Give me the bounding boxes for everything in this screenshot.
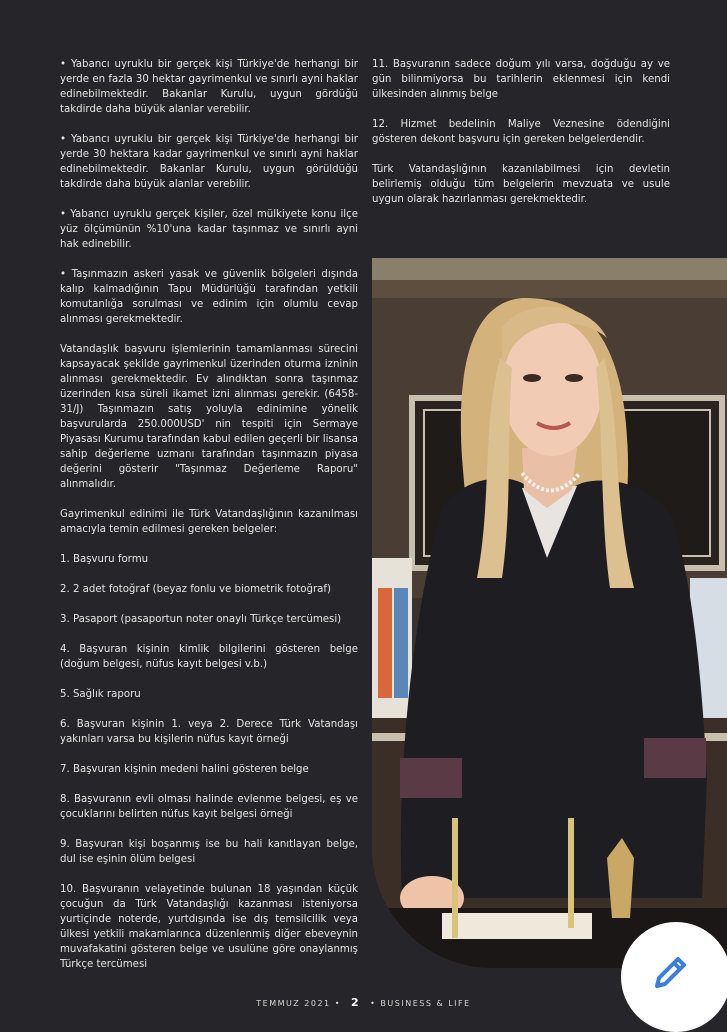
list-item: 6. Başvuran kişinin 1. veya 2. Derece Türk Vatandaşı yakınları varsa bu kişilerin nüfus kayıt örneği [60, 719, 358, 745]
paragraph: Gayrimenkul edinimi ile Türk Vatandaşlığının kazanılması amacıyla temin edilmesi gereken belgeler: [60, 509, 358, 535]
list-item: 7. Başvuran kişinin medeni halini gösteren belge [60, 764, 309, 775]
page-footer [0, 996, 727, 1009]
paragraph: • Taşınmazın askeri yasak ve güvenlik bölgeleri dışında kalıp kalmadığının Tapu Müdürlüğü tarafından yetkili komutanlığa sorulması ve edinim için olumlu cevap alınması gerekmektedir. [60, 269, 358, 325]
right-text-column [372, 57, 670, 222]
separator: • [334, 999, 341, 1008]
list-item: 2. 2 adet fotoğraf (beyaz fonlu ve biometrik fotoğraf) [60, 584, 331, 595]
portrait-photo [372, 258, 727, 968]
list-item: 1. Başvuru formu [60, 554, 149, 565]
list-item: 3. Pasaport (pasaportun noter onaylı Türkçe tercümesi) [60, 614, 342, 625]
edit-button[interactable] [621, 922, 727, 1032]
paragraph: • Yabancı uyruklu gerçek kişiler, özel mülkiyete konu ilçe yüz ölçümünün %10'una kadar taşınmaz ve sınırlı ayni hak edinebilir. [60, 209, 358, 250]
left-text-column [60, 57, 358, 987]
list-item: 12. Hizmet bedelinin Maliye Veznesine ödendiğini gösteren dekont başvuru için gereken belgelerdendir. [372, 119, 670, 145]
list-item: 8. Başvuranın evli olması halinde evlenme belgesi, eş ve çocuklarını belirten nüfus kayıt belgesi örneği [60, 794, 358, 820]
paragraph: Vatandaşlık başvuru işlemlerinin tamamlanması sürecini kapsayacak şekilde gayrimenkul üzerinden oturma izninin alınması gerekmektedir. Ev alındıktan sonra taşınmaz üzerinden kısa süreli ikamet izni alınması gerekir. (6458-31/J) Taşınmazın satış yoluyla edinimine yönelik başvurularda 250.000USD' nin tespiti için Sermaye Piyasası Kurumu tarafından kabul edilen geçerli bir lisansa sahip değerleme uzmanı tarafından taşınmazın piyasa değerini gösterir "Taşınmaz Değerleme Raporu" alınmalıdır. [60, 344, 358, 490]
list-item: 9. Başvuran kişi boşanmış ise bu hali kanıtlayan belge, dul ise eşinin ölüm belgesi [60, 839, 358, 865]
issue-date: TEMMUZ 2021 [256, 999, 331, 1008]
list-item: 4. Başvuran kişinin kimlik bilgilerini gösteren belge (doğum belgesi, nüfus kayıt belgesi v.b.) [60, 644, 358, 670]
separator: • [370, 999, 377, 1008]
paragraph: • Yabancı uyruklu bir gerçek kişi Türkiye'de herhangi bir yerde en fazla 30 hektar gayrimenkul ve sınırlı ayni haklar edinebilmektedir. Bakanlar Kurulu, uygun gördüğü takdirde daha büyük alanlar verebilir. [60, 59, 358, 115]
list-item: 11. Başvuranın sadece doğum yılı varsa, doğduğu ay ve gün bilinmiyorsa bu tarihlerin eklenmesi için kendi ülkesinden alınmış belge [372, 59, 670, 100]
magazine-name: BUSINESS & LIFE [380, 999, 471, 1008]
portrait-illustration [372, 258, 727, 968]
paragraph: • Yabancı uyruklu bir gerçek kişi Türkiye'de herhangi bir yerde 30 hektara kadar gayrimenkul ve sınırlı ayni haklar edinebilmektedir. Bakanlar Kurulu, uygun görüldüğü takdirde daha büyük alanlar verebilir. [60, 134, 358, 190]
list-item: 5. Sağlık raporu [60, 689, 141, 700]
paragraph: Türk Vatandaşlığının kazanılabilmesi için devletin belirlemiş olduğu tüm belgelerin mevzuata ve usule uygun olarak hazırlanması gerekmektedir. [372, 164, 670, 205]
page-number: 2 [350, 996, 361, 1009]
pencil-icon [651, 952, 691, 992]
list-item: 10. Başvuranın velayetinde bulunan 18 yaşından küçük çocuğun da Türk Vatandaşlığı kazanması isteniyorsa yurtiçinde noterde, yurtdışında ise dış temsilcilik veya ülkesi yetkili makamlarınca düzenlenmiş diğer ebeveynin muvafakatini gösteren belge ve usulüne göre onaylanmış Türkçe tercümesi [60, 884, 358, 970]
